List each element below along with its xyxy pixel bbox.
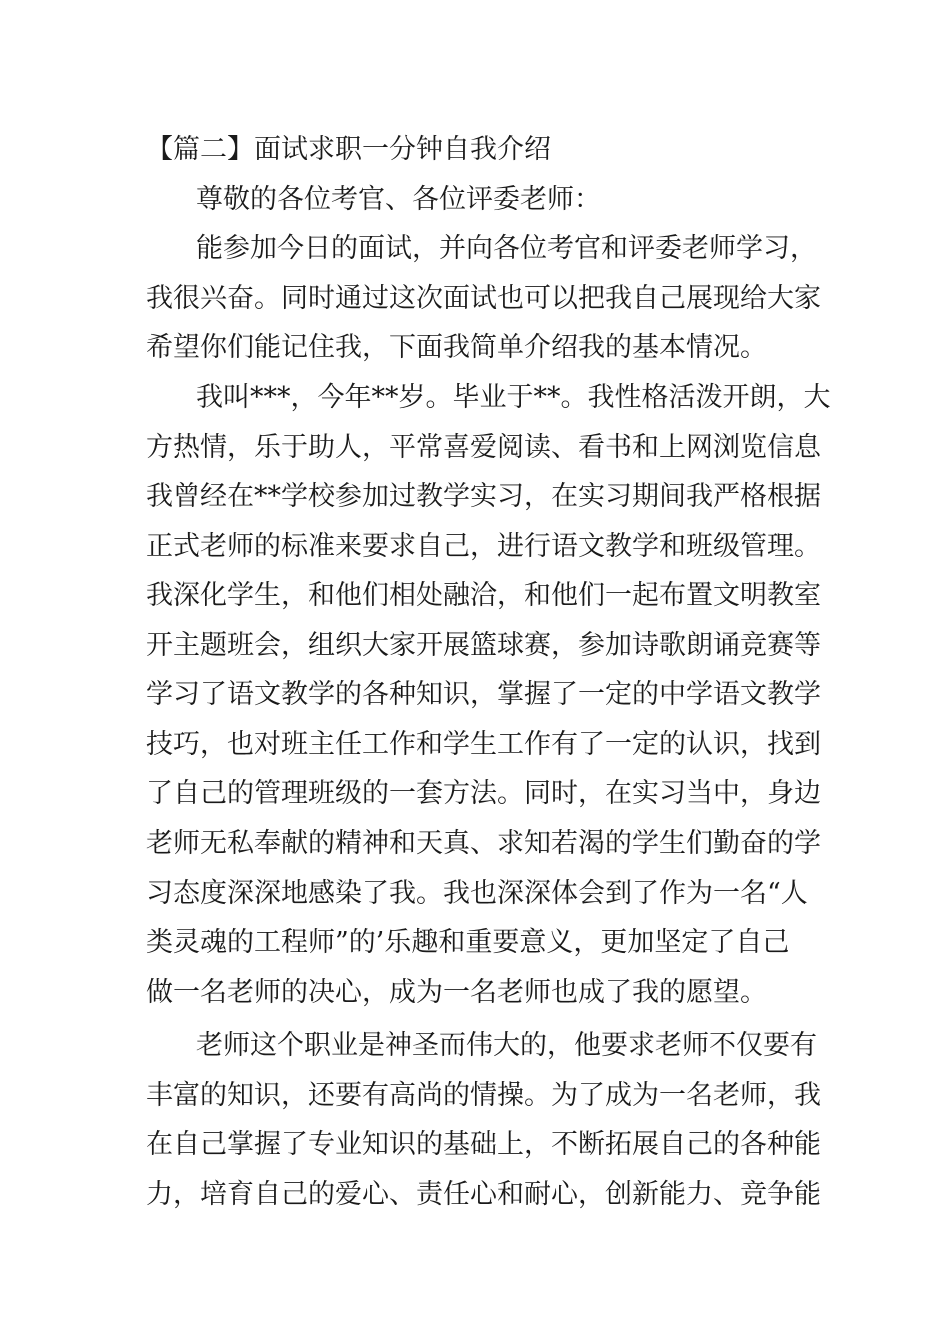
salutation-line: 尊敬的各位考官、各位评委老师： xyxy=(196,184,601,215)
paragraph-1-line-1: 能参加今日的面试，并向各位考官和评委老师学习， xyxy=(196,233,817,264)
paragraph-2-line-8: 技巧，也对班主任工作和学生工作有了一定的认识，找到 xyxy=(146,729,821,760)
paragraph-2-line-11: 习态度深深地感染了我。我也深深体会到了作为一名“人 xyxy=(146,878,808,909)
paragraph-1-line-2: 我很兴奋。同时通过这次面试也可以把我自己展现给大家 xyxy=(146,283,821,314)
paragraph-2-line-13: 做一名老师的决心，成为一名老师也成了我的愿望。 xyxy=(146,977,767,1008)
document-heading: 【篇二】面试求职一分钟自我介绍 xyxy=(146,134,551,165)
paragraph-2-line-9: 了自己的管理班级的一套方法。同时，在实习当中，身边 xyxy=(146,778,821,809)
paragraph-2-line-3: 我曾经在**学校参加过教学实习，在实习期间我严格根据 xyxy=(146,481,821,512)
paragraph-2-line-2: 方热情，乐于助人，平常喜爱阅读、看书和上网浏览信息 xyxy=(146,432,821,463)
paragraph-2-line-12: 类灵魂的工程师”的’乐趣和重要意义，更加坚定了自己 xyxy=(146,927,790,958)
paragraph-1-line-3: 希望你们能记住我，下面我简单介绍我的基本情况。 xyxy=(146,332,767,363)
paragraph-3-line-3: 在自己掌握了专业知识的基础上，不断拓展自己的各种能 xyxy=(146,1129,821,1160)
paragraph-2-line-5: 我深化学生，和他们相处融洽，和他们一起布置文明教室 xyxy=(146,580,821,611)
paragraph-2-line-1: 我叫***，今年**岁。毕业于**。我性格活泼开朗，大 xyxy=(196,382,831,413)
paragraph-2-line-4: 正式老师的标准来要求自己，进行语文教学和班级管理。 xyxy=(146,531,821,562)
paragraph-2-line-7: 学习了语文教学的各种知识，掌握了一定的中学语文教学 xyxy=(146,679,821,710)
paragraph-3-line-4: 力，培育自己的爱心、责任心和耐心，创新能力、竞争能 xyxy=(146,1179,821,1210)
paragraph-2-line-6: 开主题班会，组织大家开展篮球赛，参加诗歌朗诵竞赛等 xyxy=(146,630,821,661)
paragraph-2-line-10: 老师无私奉献的精神和天真、求知若渴的学生们勤奋的学 xyxy=(146,828,821,859)
paragraph-3-line-1: 老师这个职业是神圣而伟大的，他要求老师不仅要有 xyxy=(196,1030,817,1061)
paragraph-3-line-2: 丰富的知识，还要有高尚的情操。为了成为一名老师，我 xyxy=(146,1080,821,1111)
